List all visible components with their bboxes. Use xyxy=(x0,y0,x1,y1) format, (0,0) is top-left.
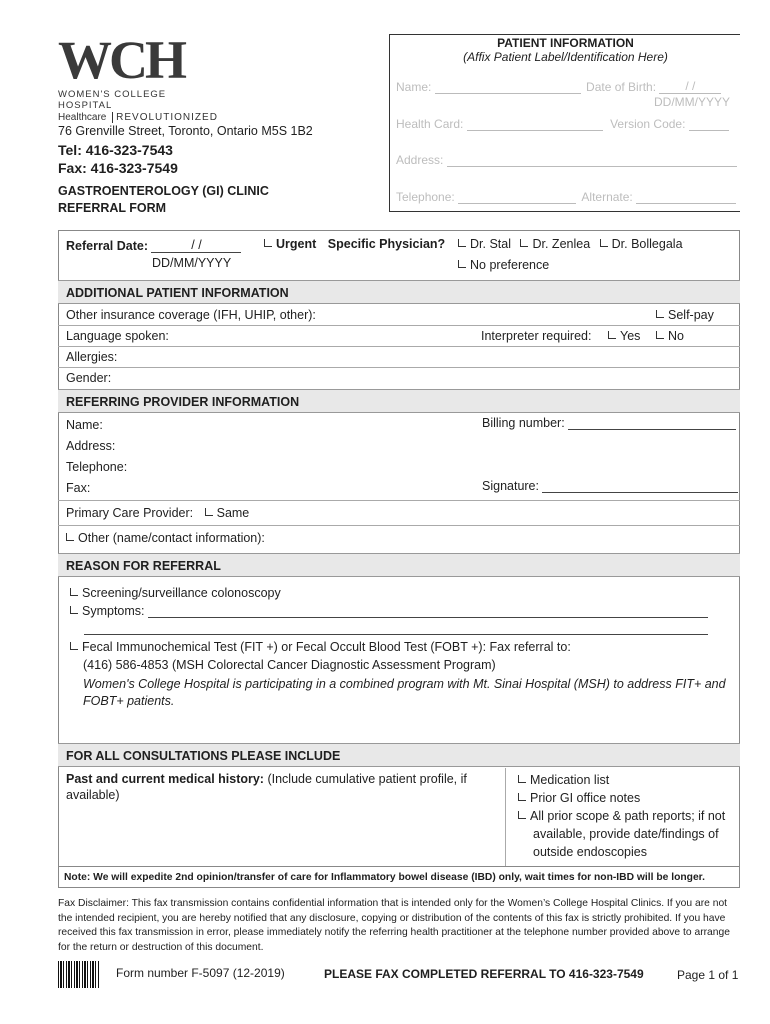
interpreter-no-checkbox[interactable] xyxy=(656,331,664,339)
prior-gi-option[interactable] xyxy=(518,791,640,805)
patient-dob-label: Date of Birth: xyxy=(586,80,657,94)
symptoms-row xyxy=(70,604,708,618)
signature-label: Signature: xyxy=(482,479,539,493)
history-label: Past and current medical history: xyxy=(66,772,264,786)
physician-options xyxy=(458,237,683,251)
physician-stal[interactable] xyxy=(458,237,511,251)
logo-line2a: Healthcare xyxy=(58,112,107,123)
med-list-label: Medication list xyxy=(530,773,610,787)
scope-checkbox[interactable] xyxy=(518,811,526,819)
patient-dob-field[interactable] xyxy=(659,79,721,94)
clinic-tel: Tel: 416-323-7543 xyxy=(58,142,173,158)
referral-date-label: Referral Date: xyxy=(66,239,148,253)
insurance-row xyxy=(58,305,740,326)
hospital-logo xyxy=(58,30,218,123)
fit-option[interactable] xyxy=(70,640,571,654)
history-note: (Include cumulative patient profile, if xyxy=(263,772,467,786)
no-preference-option[interactable] xyxy=(458,258,549,272)
fit-phone: (416) 586-4853 (MSH Colorectal Cancer Diagnostic Assessment Program) xyxy=(83,658,496,672)
allergies-label: Allergies: xyxy=(66,350,118,364)
physician-zenlea-checkbox[interactable] xyxy=(520,239,528,247)
patient-address-label: Address: xyxy=(396,153,444,167)
interpreter-yes-label: Yes xyxy=(620,329,641,343)
history-line-1 xyxy=(66,772,467,786)
scope-label-3: outside endoscopies xyxy=(533,845,647,859)
interpreter-no[interactable] xyxy=(656,326,684,347)
history-line-2: available) xyxy=(66,788,120,802)
clinic-fax: Fax: 416-323-7549 xyxy=(58,160,178,176)
no-preference-label: No preference xyxy=(470,258,550,272)
scope-label-1: All prior scope & path reports; if not xyxy=(530,809,726,823)
scope-label-2: available, provide date/findings of xyxy=(533,827,719,841)
primary-care-row xyxy=(58,501,740,526)
fit-label: Fecal Immunochemical Test (FIT +) or Fecal Occult Blood Test (FOBT +): Fax referral to: xyxy=(82,640,571,654)
primary-care-label: Primary Care Provider: xyxy=(66,506,194,520)
referral-date-field[interactable] xyxy=(151,238,241,253)
prior-gi-label: Prior GI office notes xyxy=(530,791,641,805)
same-label: Same xyxy=(216,506,250,520)
physician-bollegala[interactable] xyxy=(600,237,683,251)
signature-field[interactable] xyxy=(542,492,738,493)
referral-date-format: DD/MM/YYYY xyxy=(152,256,232,270)
provider-fax-label: Fax: xyxy=(66,481,91,495)
referral-date-row xyxy=(66,238,241,253)
other-provider-option[interactable] xyxy=(66,531,265,545)
symptoms-checkbox[interactable] xyxy=(70,606,78,614)
version-code-label: Version Code: xyxy=(610,117,686,131)
interpreter-yes[interactable] xyxy=(608,326,640,347)
med-list-checkbox[interactable] xyxy=(518,775,526,783)
specific-physician-label: Specific Physician? xyxy=(327,237,446,251)
other-provider-row xyxy=(58,526,740,551)
selfpay-label: Self-pay xyxy=(668,308,714,322)
billing-field[interactable] xyxy=(568,429,736,430)
signature-row xyxy=(482,479,738,493)
physician-bollegala-label: Dr. Bollegala xyxy=(611,237,683,251)
provider-address-label: Address: xyxy=(66,439,116,453)
med-list-option[interactable] xyxy=(518,773,609,787)
logo-line1: WOMEN'S COLLEGE HOSPITAL xyxy=(58,89,167,111)
clinic-address: 76 Grenville Street, Toronto, Ontario M5S 1B2 xyxy=(58,124,313,138)
patient-name-row xyxy=(396,79,721,94)
fax-disclaimer: Fax Disclaimer: This fax transmission contains confidential information that is intended only for the Women’s College Hospital Clinics. If you are not the intended recipient, you are hereby notified that any disclosure, copying or distribution of the contents of this fax is strictly prohibited. If you have received this fax transmission in error, please immediately notify the referring health practitioner at the telephone number provided above to arrange for the return or destruction of this document. xyxy=(58,898,730,953)
dob-slashes: / / xyxy=(685,79,696,93)
symptoms-field[interactable] xyxy=(148,617,708,618)
barcode xyxy=(58,961,100,988)
logo-mark: WCH xyxy=(58,30,184,90)
symptoms-line-2[interactable] xyxy=(84,634,708,635)
billing-label: Billing number: xyxy=(482,416,565,430)
logo-divider xyxy=(112,112,113,123)
provider-name-label: Name: xyxy=(66,418,103,432)
physician-zenlea-label: Dr. Zenlea xyxy=(532,237,591,251)
urgent-option[interactable] xyxy=(264,237,445,251)
fit-note-2: FOBT+ patients. xyxy=(83,694,175,708)
patient-info-title: PATIENT INFORMATION xyxy=(497,36,634,50)
provider-header: REFERRING PROVIDER INFORMATION xyxy=(58,389,740,413)
gender-label: Gender: xyxy=(66,371,112,385)
gender-row xyxy=(58,368,740,389)
form-title-1: GASTROENTEROLOGY (GI) CLINIC xyxy=(58,184,269,198)
form-number: Form number F-5097 (12-2019) xyxy=(116,966,285,980)
same-checkbox[interactable] xyxy=(205,508,213,516)
insurance-label: Other insurance coverage (IFH, UHIP, other): xyxy=(66,308,316,322)
allergies-row xyxy=(58,347,740,368)
other-provider-checkbox[interactable] xyxy=(66,533,74,541)
patient-address-field[interactable] xyxy=(447,166,737,167)
physician-zenlea[interactable] xyxy=(520,237,590,251)
patient-alternate-field[interactable] xyxy=(636,203,736,204)
ibd-note: Note: We will expedite 2nd opinion/transfer of care for Inflammatory bowel disease (IBD) only, wait times for non-IBD will be longer. xyxy=(58,866,740,888)
patient-info-subtitle: (Affix Patient Label/Identification Here) xyxy=(463,50,668,64)
billing-row xyxy=(482,416,736,430)
physician-bollegala-checkbox[interactable] xyxy=(600,239,608,247)
provider-telephone-label: Telephone: xyxy=(66,460,128,474)
patient-info-box xyxy=(389,34,740,212)
screening-checkbox[interactable] xyxy=(70,588,78,596)
logo-line2 xyxy=(58,112,218,123)
patient-name-field[interactable] xyxy=(435,93,581,94)
fax-completed-instruction: PLEASE FAX COMPLETED REFERRAL TO 416-323-7549 xyxy=(324,967,644,981)
fit-note-1: Women's College Hospital is participating in a combined program with Mt. Sinai Hospital (MSH) to address FIT+ and xyxy=(83,677,726,691)
patient-telephone-label: Telephone: xyxy=(396,190,455,204)
interpreter-yes-checkbox[interactable] xyxy=(608,331,616,339)
health-card-label: Health Card: xyxy=(396,117,464,131)
other-provider-label: Other (name/contact information): xyxy=(78,531,265,545)
version-code-field[interactable] xyxy=(689,130,729,131)
patient-dob-format: DD/MM/YYYY xyxy=(654,95,731,109)
urgent-checkbox[interactable] xyxy=(264,239,272,247)
screening-label: Screening/surveillance colonoscopy xyxy=(82,586,281,600)
patient-telephone-field[interactable] xyxy=(458,203,576,204)
patient-alternate-label: Alternate: xyxy=(581,190,633,204)
reason-header: REASON FOR REFERRAL xyxy=(58,553,740,577)
patient-healthcard-row xyxy=(396,117,729,131)
same-option[interactable] xyxy=(205,506,250,520)
referral-date-slashes: / / xyxy=(191,238,202,252)
logo-line2b: REVOLUTIONIZED xyxy=(116,112,218,123)
scope-option[interactable] xyxy=(518,809,725,823)
patient-name-label: Name: xyxy=(396,80,432,94)
consult-divider xyxy=(505,768,506,866)
selfpay-option[interactable] xyxy=(656,305,714,326)
screening-option[interactable] xyxy=(70,586,281,600)
additional-info-header: ADDITIONAL PATIENT INFORMATION xyxy=(58,280,740,304)
interpreter-no-label: No xyxy=(668,329,684,343)
form-title-2: REFERRAL FORM xyxy=(58,201,167,215)
language-label: Language spoken: xyxy=(66,329,169,343)
interpreter-label: Interpreter required: xyxy=(481,329,592,343)
symptoms-label: Symptoms: xyxy=(82,604,145,618)
patient-address-row xyxy=(396,153,737,167)
fit-checkbox[interactable] xyxy=(70,642,78,650)
urgent-label: Urgent xyxy=(276,237,317,251)
language-row xyxy=(58,326,740,347)
patient-telephone-row xyxy=(396,190,736,204)
physician-stal-label: Dr. Stal xyxy=(470,237,511,251)
physician-stal-checkbox[interactable] xyxy=(458,239,466,247)
prior-gi-checkbox[interactable] xyxy=(518,793,526,801)
consult-header: FOR ALL CONSULTATIONS PLEASE INCLUDE xyxy=(58,743,740,767)
no-preference-checkbox[interactable] xyxy=(458,260,466,268)
page-number: Page 1 of 1 xyxy=(677,968,739,982)
selfpay-checkbox[interactable] xyxy=(656,310,664,318)
health-card-field[interactable] xyxy=(467,130,603,131)
